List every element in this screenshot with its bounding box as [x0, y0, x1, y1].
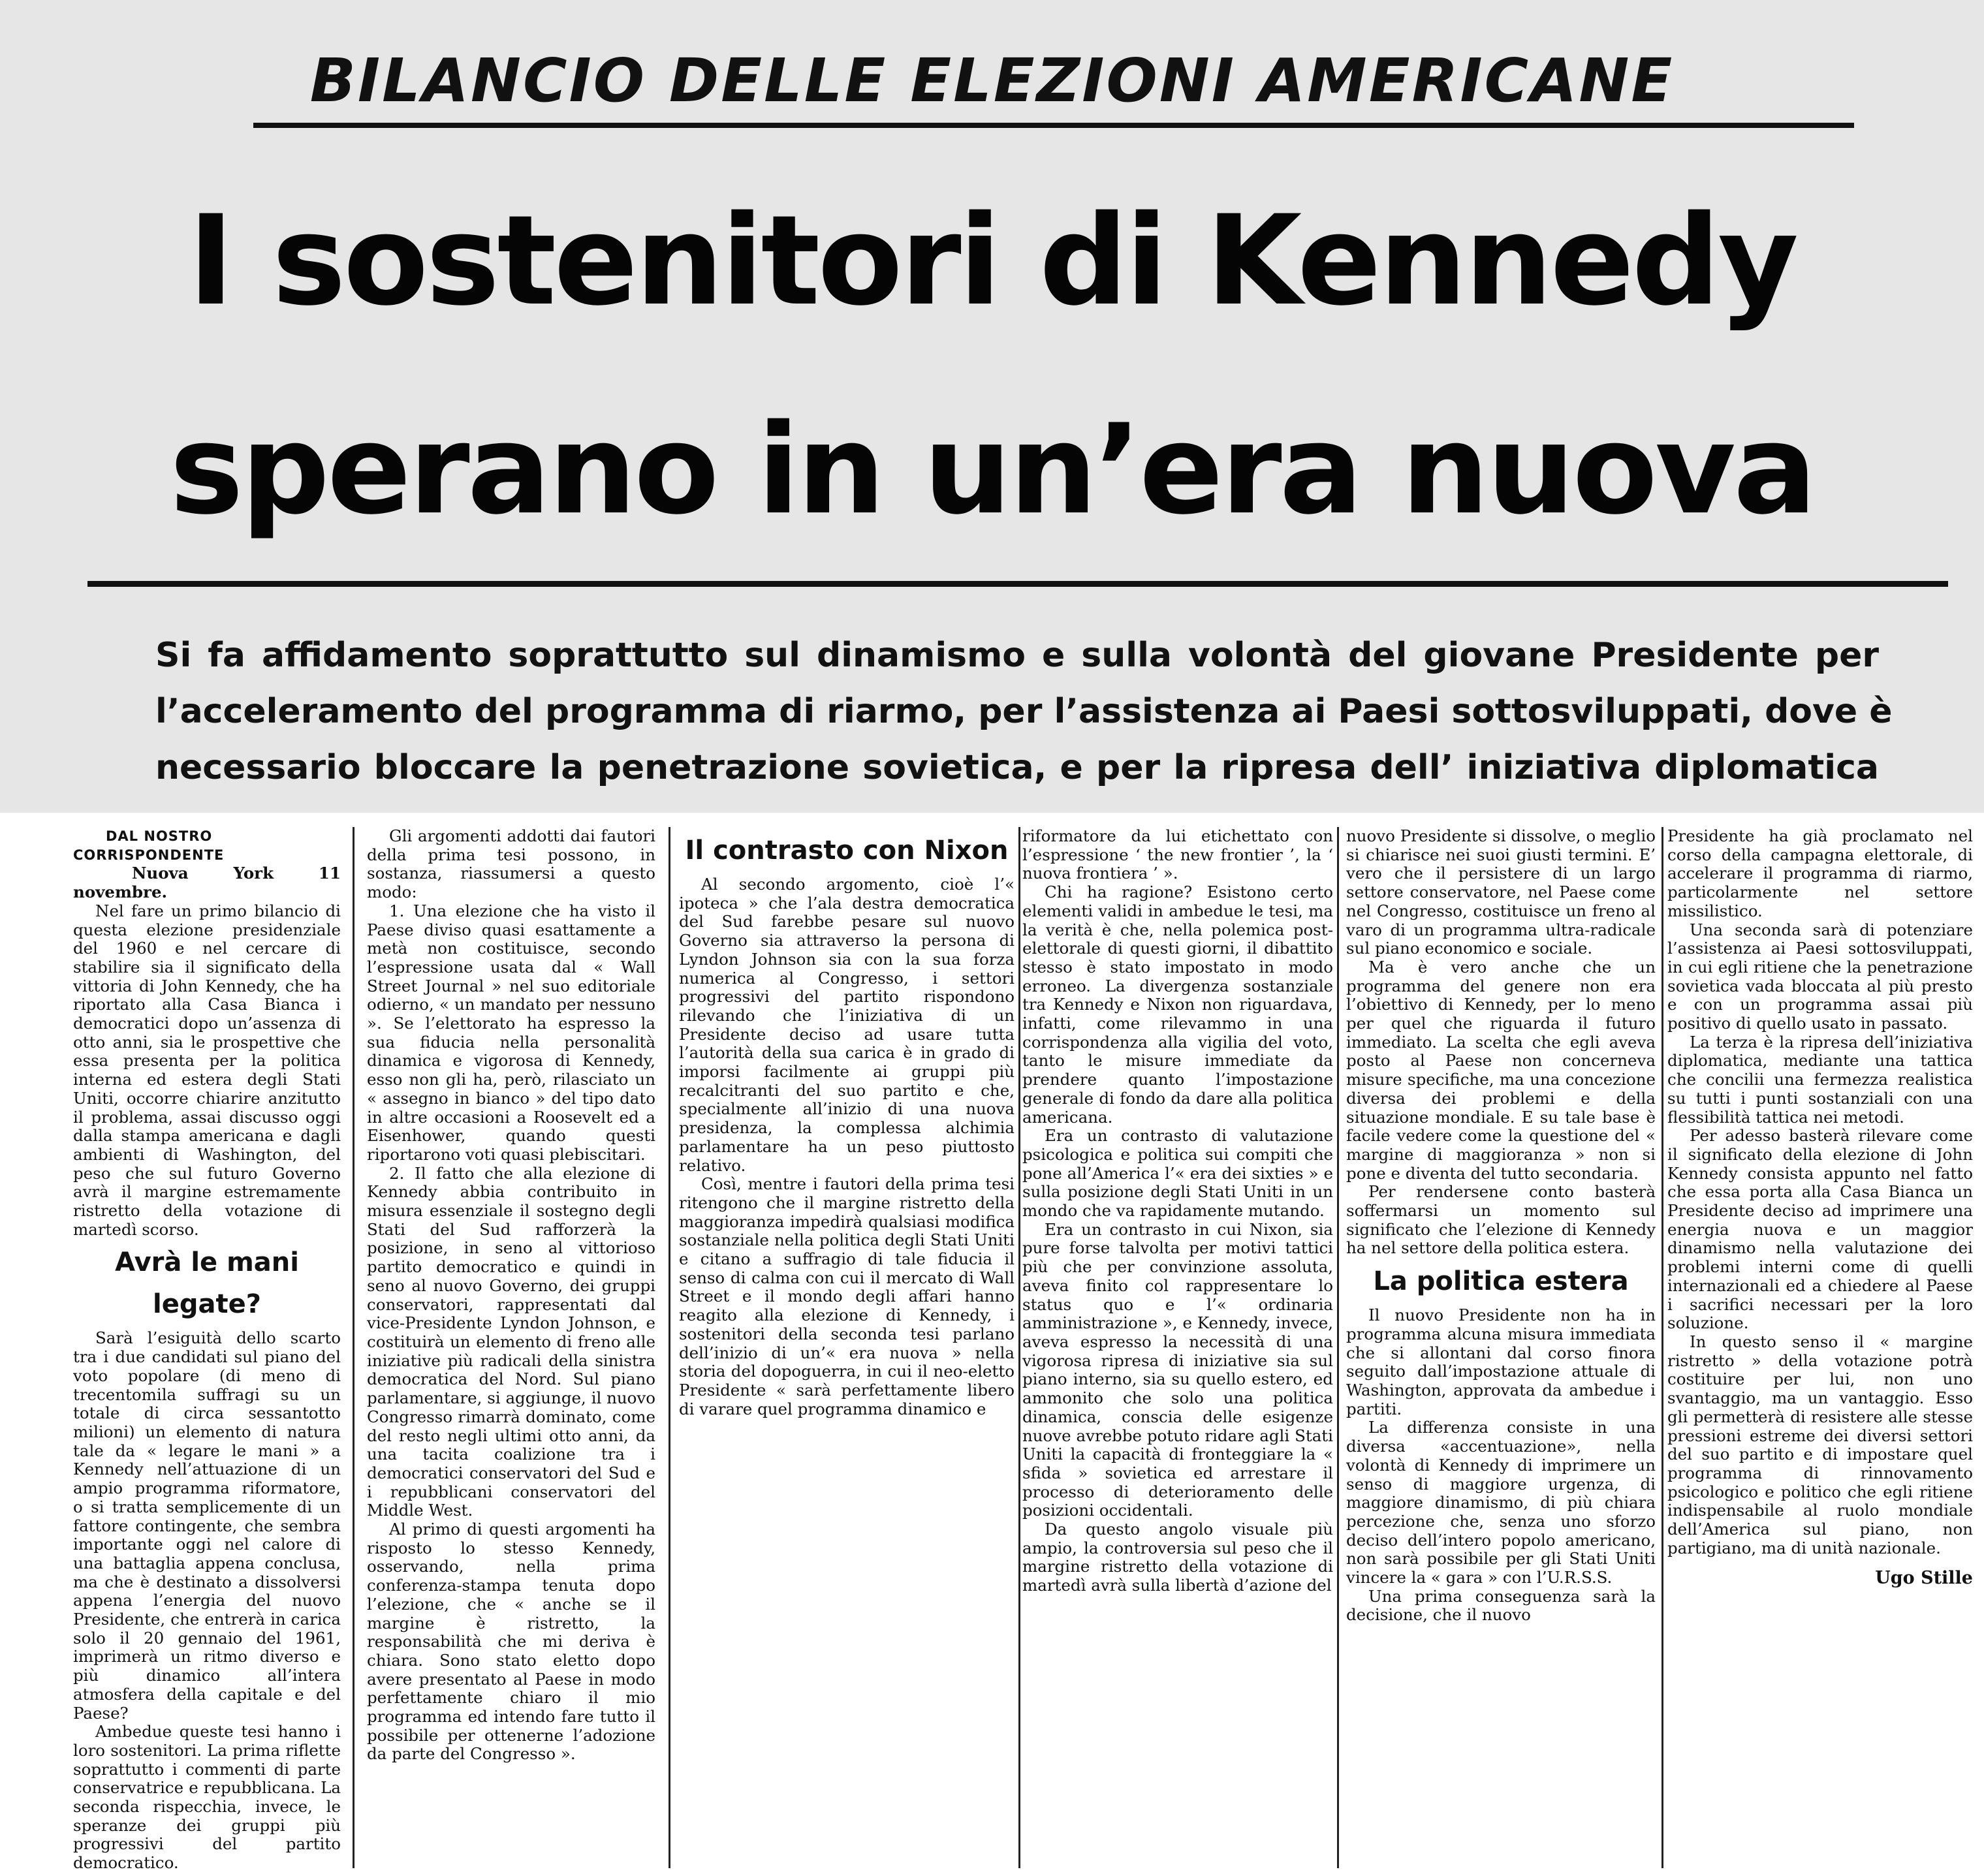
paragraph: 2. Il fatto che alla elezione di Kennedy abbia contribuito in misura essenziale il sostegno degli Stati del Sud rafforzerà la posizione, in seno al vittorioso partito democratico e quindi in seno al nuovo Governo, dei gruppi conservatori, rappresentati dal vice-Presidente Lyndon Johnson, e costituirà un elemento di freno alle iniziative più radicali della sinistra democratica del Nord. Sul piano parlamentare, si aggiunge, il nuovo Congresso rimarrà dominato, come del resto negli ultimi otto anni, da una tacita coalizione tra i democratici conservatori del Sud e i repubblicani conservatori del Middle West. [367, 1163, 655, 1520]
article-body [0, 813, 1984, 1876]
column-6 [1667, 827, 1973, 1871]
column-divider [1661, 827, 1663, 1868]
paragraph: Gli argomenti addotti dai fautori della prima tesi possono, in sostanza, riassumersi a questo modo: [367, 827, 655, 902]
paragraph: Così, mentre i fautori della prima tesi ritengono che il margine ristretto della maggioranza impedirà qualsiasi modifica sostanziale nella politica degli Stati Uniti e citano a suffragio di tale fiducia il senso di calma con cui il mercato di Wall Street e il mondo degli affari hanno reagito alla elezione di Kennedy, i sostenitori della seconda tesi parlano dell’inizio di un’« era nuova » nella storia del dopoguerra, in cui il neo-eletto Presidente « sarà perfettamente libero di varare quel programma dinamico e [679, 1174, 1015, 1418]
column-divider [1337, 827, 1339, 1868]
paragraph: Sarà l’esiguità dello scarto tra i due candidati sul piano del voto popolare (di meno di trecentomila suffragi su un totale di circa sessantotto milioni) un elemento di natura tale da « legare le mani » a Kennedy nell’attuazione di un ampio programma riformatore, o si tratta semplicemente di un fattore contingente, che sembra importante oggi nel calore di una battaglia appena conclusa, ma che è destinato a dissolversi appena l’energia del nuovo Presidente, che entrerà in carica solo il 20 gennaio del 1961, imprimerà un ritmo diverso e più dinamico all’intera atmosfera della capitale e del Paese? [73, 1328, 341, 1723]
paragraph: Ambedue queste tesi hanno i loro sostenitori. La prima riflette soprattutto i commenti di parte conservatrice e repubblicana. La seconda rispecchia, invece, le speranze dei gruppi più progressivi del partito democratico. [73, 1722, 341, 1871]
column-divider [669, 827, 670, 1868]
subhead: Il contrasto con Nixon [685, 836, 1009, 866]
paragraph: In questo senso il « margine ristretto » della votazione potrà costituire per lui, non uno svantaggio, ma un vantaggio. Esso gli permetterà di resistere alle stesse pressioni estreme dei diversi settori del suo partito e di impostare quel programma di rinnovamento psicologico e politico che egli ritiene indispensabile al ruolo mondiale dell’America sul piano, non partigiano, ma di unità nazionale. [1667, 1332, 1973, 1557]
kicker: BILANCIO DELLE ELEZIONI AMERICANE [309, 46, 1675, 116]
paragraph: nuovo Presidente si dissolve, o meglio si chiarisce nei suoi giusti termini. E’ vero che il persistere di un largo settore conservatore, nel Paese come nel Congresso, costituisce un freno al varo di un programma ultra-radicale sul piano economico e sociale. [1346, 827, 1656, 958]
author-signature: Ugo Stille [1875, 1568, 1973, 1589]
column-1 [73, 827, 341, 1871]
paragraph: Una seconda sarà di potenziare l’assistenza ai Paesi sottosviluppati, in cui egli ritiene che la penetrazione sovietica vada bloccata al più presto e con un programma assai più positivo di quello usato in passato. [1667, 920, 1973, 1033]
headline-rule [87, 581, 1948, 587]
paragraph: Era un contrasto in cui Nixon, sia pure forse talvolta per motivi tattici più che per convinzione assoluta, aveva finito col rappresentare lo status quo e l’« ordinaria amministrazione », e Kennedy, invece, aveva espresso la necessità di una vigorosa ripresa di iniziative sia sul piano interno, sia su quello estero, ed ammonito che solo una politica dinamica, conscia delle esigenze nuove avrebbe potuto ridare agli Stati Uniti la capacità di fronteggiare la « sfida » sovietica ed arrestare il processo di deterioramento delle posizioni occidentali. [1022, 1219, 1333, 1520]
paragraph: Una prima conseguenza sarà la decisione, che il nuovo [1346, 1586, 1656, 1625]
column-2 [367, 827, 655, 1871]
paragraph: Era un contrasto di valutazione psicologica e politica sui compiti che pone all’America l’« era dei sixties » e sulla posizione degli Stati Uniti in un mondo che va rapidamente mutando. [1022, 1126, 1333, 1221]
paragraph: 1. Una elezione che ha visto il Paese diviso quasi esattamente a metà non costituisce, secondo l’espressione usata dal « Wall Street Journal » nel suo editoriale odierno, « un mandato per nessuno ». Se l’elettorato ha espresso la sua fiducia nella personalità dinamica e vigorosa di Kennedy, esso non gli ha, però, rilasciato un « assegno in bianco » del tipo dato in altre occasioni a Roosevelt ed a Eisenhower, quando questi riportarono voti quasi plebiscitari. [367, 901, 655, 1164]
paragraph: Per adesso basterà rilevare come il significato della elezione di John Kennedy consista appunto nel fatto che essa porta alla Casa Bianca un Presidente deciso ad imprimere una energia nuova e un maggior dinamismo nella valutazione dei problemi interni come di quelli internazionali ed a chiedere al Paese i sacrifici necessari per la loro soluzione. [1667, 1126, 1973, 1333]
column-3 [679, 827, 1015, 1871]
paragraph: Il nuovo Presidente non ha in programma alcuna misura immediata che si allontani dal corso finora seguito dall’impostazione attuale di Washington, approvata da ambedue i partiti. [1346, 1305, 1656, 1418]
dateline: Nuova York 11 novembre. [73, 864, 341, 902]
paragraph: Nel fare un primo bilancio di questa elezione presidenziale del 1960 e nel cercare di stabilire sia il significato della vittoria di John Kennedy, che ha riportato alla Casa Bianca i democratici dopo un’assenza di otto anni, sia le prospettive che essa presenta per la politica interna ed estera degli Stati Uniti, occorre chiarire anzitutto il problema, assai discusso oggi dalla stampa americana e dagli ambienti di Washington, del peso che sul futuro Governo avrà il margine estremamente ristretto della votazione di martedì scorso. [73, 901, 341, 1239]
subhead: Avrà le mani legate? [115, 1247, 299, 1320]
paragraph: La differenza consiste in una diversa «accentuazione», nella volontà di Kennedy di imprimere un senso di maggiore urgenza, di maggiore dinamismo, di più chiara percezione che, senza uno sforzo deciso dell’intero popolo americano, non sarà possibile per gli Stati Uniti vincere la « gara » con l’U.R.S.S. [1346, 1418, 1656, 1587]
column-divider [353, 827, 354, 1868]
kicker-underline [253, 123, 1854, 128]
paragraph: Ma è vero anche che un programma del genere non era l’obiettivo di Kennedy, per lo meno per quel che riguarda il futuro immediato. La scelta che egli aveva posto al Paese non concerneva misure specifiche, ma una concezione diversa dei problemi e della situazione mondiale. E su tale base è facile vedere come la questione del « margine di maggioranza » non si pone e diventa del tutto secondaria. [1346, 957, 1656, 1183]
paragraph: La terza è la ripresa dell’iniziativa diplomatica, mediante una tattica che concilii una fermezza realistica su tutti i punti sostanziali con una flessibilità tattica nei metodi. [1667, 1032, 1973, 1127]
byline: DAL NOSTRO CORRISPONDENTE [73, 828, 225, 863]
column-5 [1346, 827, 1656, 1871]
deck-line-1: Si fa affidamento soprattutto sul dinamismo e sulla volontà del giovane Presidente per [155, 636, 1879, 675]
paragraph: Presidente ha già proclamato nel corso della campagna elettorale, di accelerare il programma di riarmo, particolarmente nel settore missilistico. [1667, 827, 1973, 920]
headline-line-2: sperano in un’era nuova [169, 398, 1815, 542]
deck-line-3: necessario bloccare la penetrazione sovietica, e per la ripresa dell’ iniziativa diplomatica [155, 748, 1879, 787]
column-4 [1022, 827, 1333, 1871]
paragraph: Da questo angolo visuale più ampio, la controversia sul peso che il margine ristretto della votazione di martedì avrà sulla libertà d’azione del [1022, 1520, 1333, 1595]
paragraph: Al primo di questi argomenti ha risposto lo stesso Kennedy, osservando, nella prima conferenza-stampa tenuta dopo l’elezione, che « anche se il margine è ristretto, la responsabilità che mi deriva è chiara. Sono stato eletto dopo avere presentato al Paese in modo perfettamente chiaro il mio programma ed intendo fare tutto il possibile per ottenerne l’adozione da parte del Congresso ». [367, 1520, 655, 1764]
deck-line-2: l’acceleramento del programma di riarmo, per l’assistenza ai Paesi sottosviluppati, dove è [155, 692, 1893, 731]
paragraph: Per rendersene conto basterà soffermarsi un momento sul significato che l’elezione di Kennedy ha nel settore della politica estera. [1346, 1182, 1656, 1258]
headline-line-1: I sostenitori di Kennedy [187, 189, 1797, 333]
paragraph: Al secondo argomento, cioè l’« ipoteca » che l’ala destra democratica del Sud farebbe pesare sul nuovo Governo sia attraverso la persona di Lyndon Johnson sia con la sua forza numerica al Congresso, i settori progressivi del partito rispondono rilevando che l’iniziativa di un Presidente deciso ad usare tutta l’autorità della sua carica è in grado di imporsi facilmente ai gruppi più recalcitranti del suo partito e che, specialmente all’inizio di una nuova presidenza, la complessa alchimia parlamentare ha un peso piuttosto relativo. [679, 875, 1015, 1175]
article-header [0, 0, 1984, 813]
column-divider [1018, 827, 1020, 1868]
subhead: La politica estera [1373, 1266, 1629, 1297]
paragraph: Chi ha ragione? Esistono certo elementi validi in ambedue le tesi, ma la verità è che, nella polemica post-elettorale di questi giorni, il dibattito stesso è stato impostato in modo erroneo. La divergenza sostanziale tra Kennedy e Nixon non riguardava, infatti, come rilevammo in una corrispondenza alla vigilia del voto, tanto le misure immediate da prendere quanto l’impostazione generale di fondo da dare alla politica americana. [1022, 883, 1333, 1127]
paragraph: riformatore da lui etichettato con l’espressione ‘ the new frontier ’, la ‘ nuova frontiera ’ ». [1022, 827, 1333, 883]
